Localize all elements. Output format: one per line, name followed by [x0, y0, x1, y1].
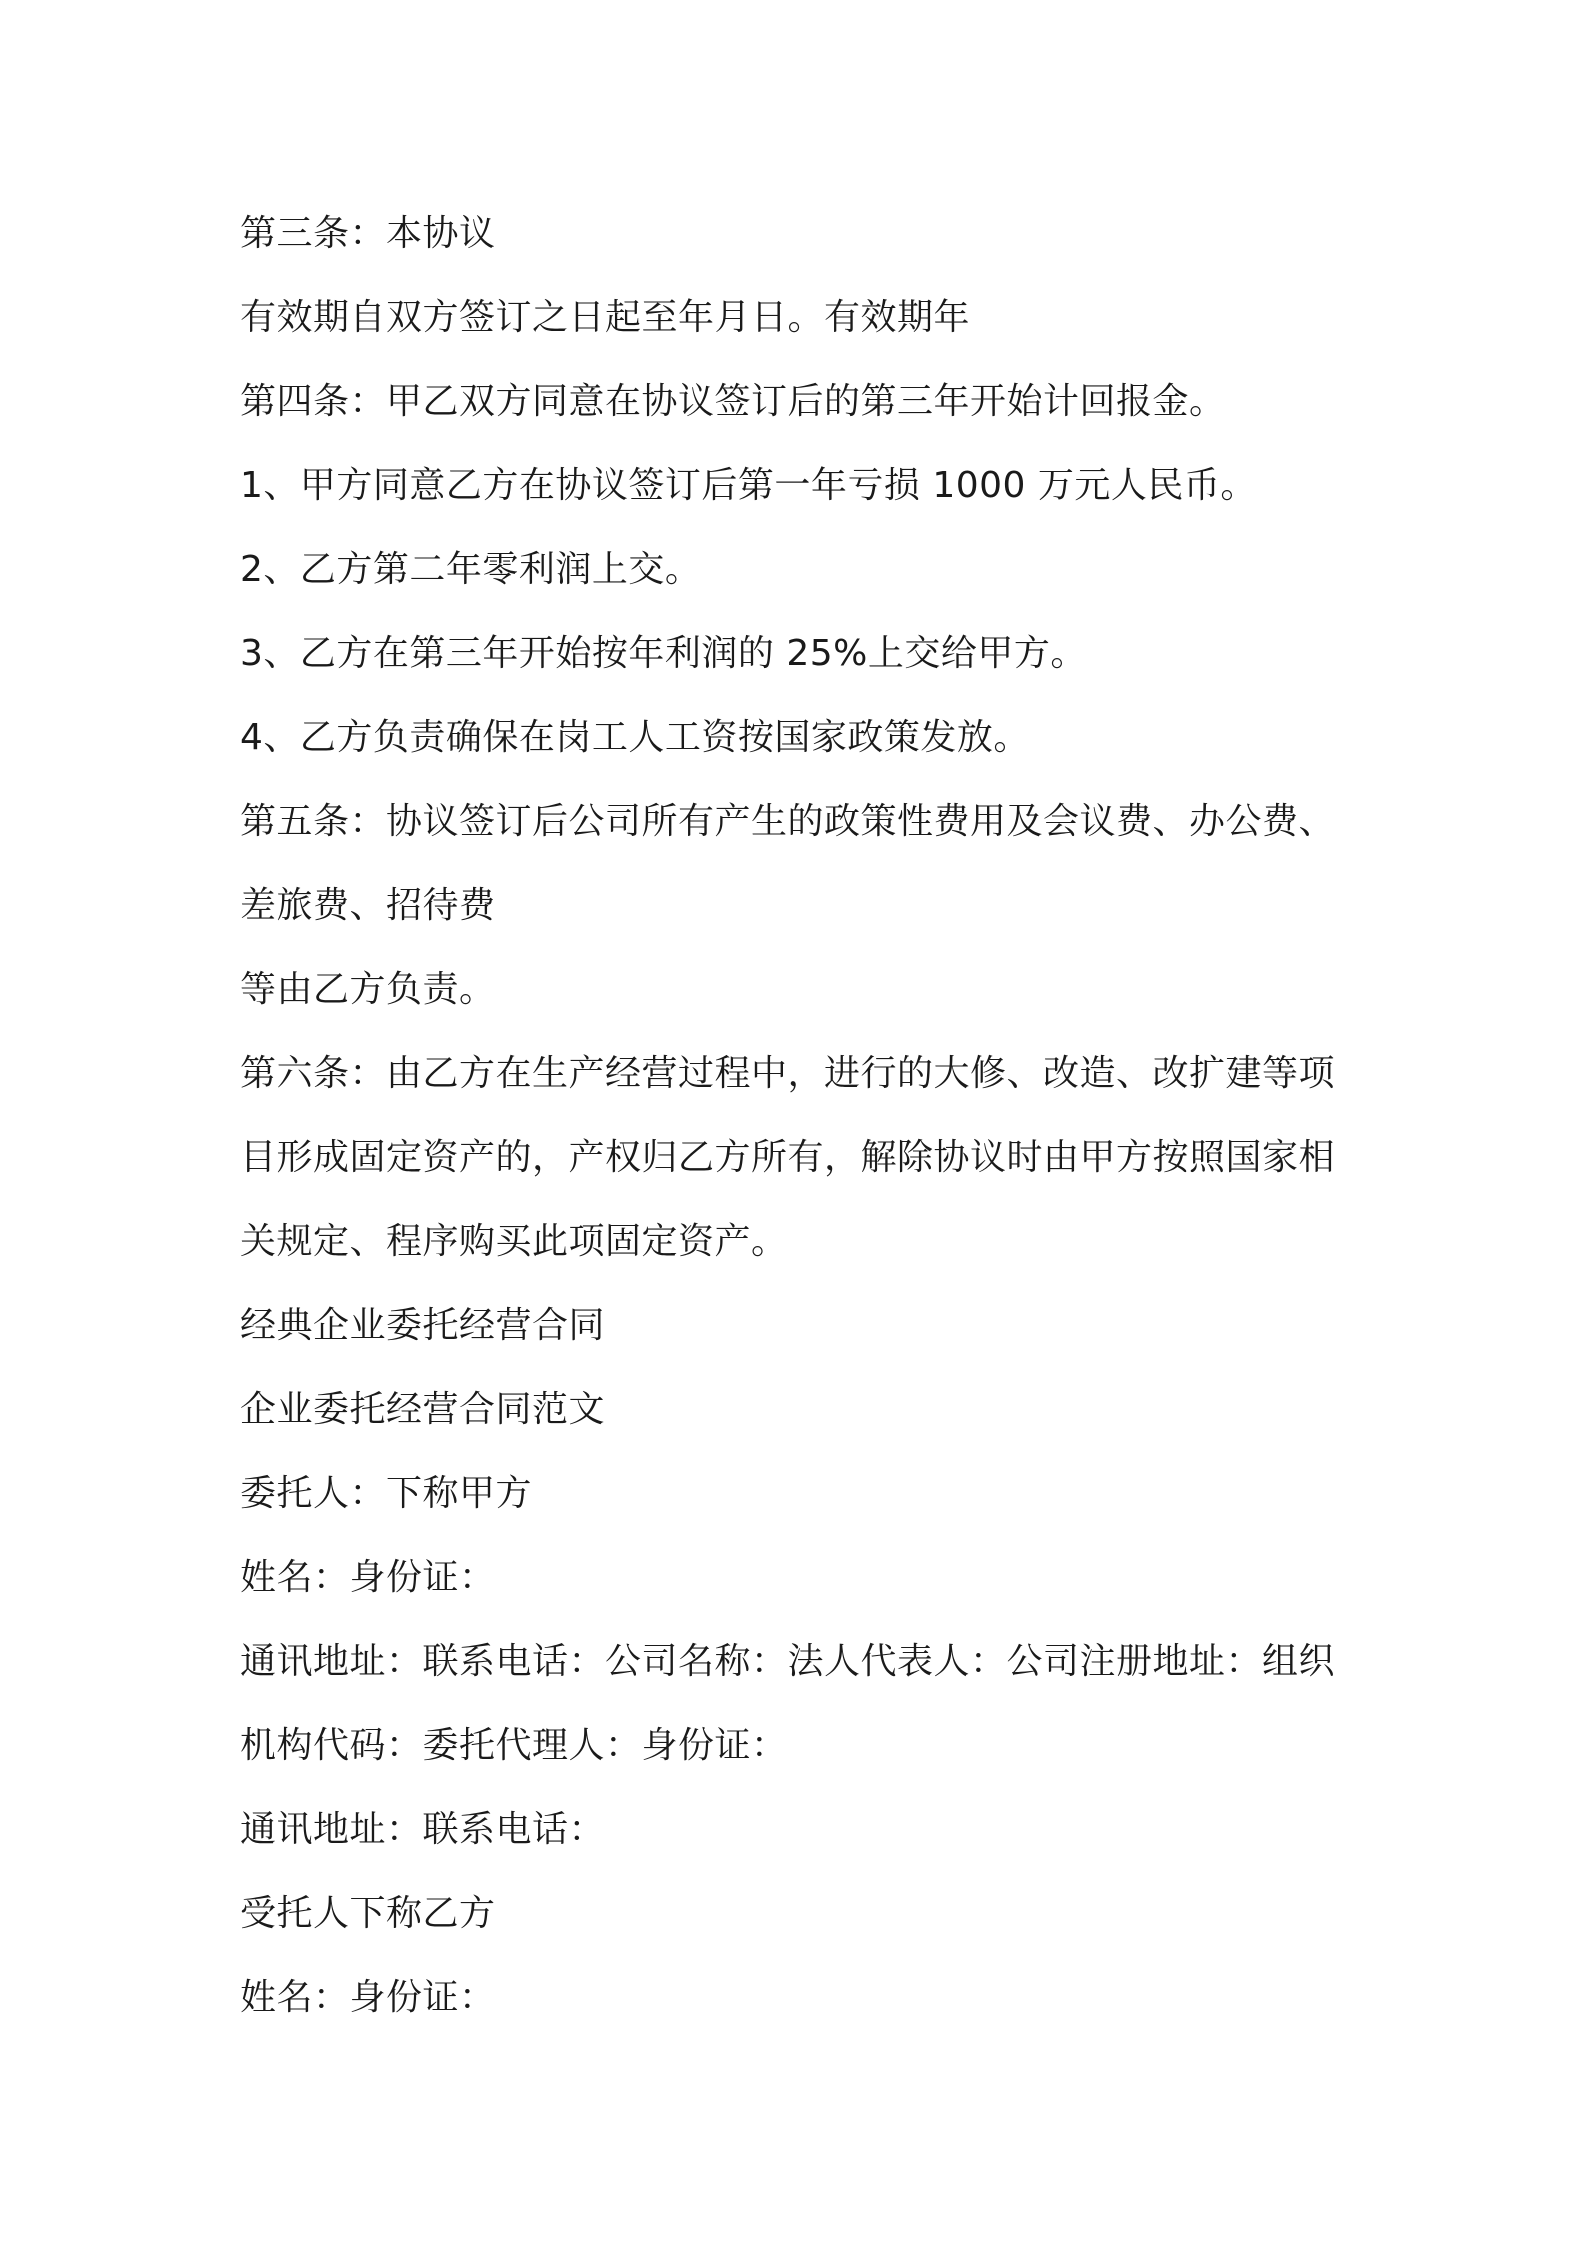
document-body: [240, 192, 1360, 2040]
text-line: 机构代码：委托代理人：身份证：: [240, 1725, 788, 1766]
text-line: 经典企业委托经营合同: [240, 1305, 606, 1346]
text-line: 第四条：甲乙双方同意在协议签订后的第三年开始计回报金。: [240, 381, 1226, 422]
text-line: 第六条：由乙方在生产经营过程中，进行的大修、改造、改扩建等项: [240, 1053, 1336, 1094]
text-line: 通讯地址：联系电话：公司名称：法人代表人：公司注册地址：组织: [240, 1641, 1336, 1682]
text-line: 第三条：本协议: [240, 213, 496, 254]
text-line: 企业委托经营合同范文: [240, 1389, 606, 1430]
text-line: 第五条：协议签订后公司所有产生的政策性费用及会议费、办公费、: [240, 801, 1336, 842]
text-line: 2、乙方第二年零利润上交。: [240, 549, 702, 590]
text-line: 4、乙方负责确保在岗工人工资按国家政策发放。: [240, 717, 1030, 758]
text-line: 等由乙方负责。: [240, 969, 496, 1010]
text-line: 姓名：身份证：: [240, 1557, 496, 1598]
text-line: 差旅费、招待费: [240, 885, 496, 926]
text-line: 目形成固定资产的，产权归乙方所有，解除协议时由甲方按照国家相: [240, 1137, 1336, 1178]
text-line: 1、甲方同意乙方在协议签订后第一年亏损 1000 万元人民币。: [240, 465, 1257, 506]
text-line: 3、乙方在第三年开始按年利润的 25%上交给甲方。: [240, 633, 1087, 674]
text-line: 委托人：下称甲方: [240, 1473, 533, 1514]
text-line: 姓名：身份证：: [240, 1977, 496, 2018]
text-line: 有效期自双方签订之日起至年月日。有效期年: [240, 297, 971, 338]
text-line: 关规定、程序购买此项固定资产。: [240, 1221, 788, 1262]
text-line: 通讯地址：联系电话：: [240, 1809, 606, 1850]
text-line: 受托人下称乙方: [240, 1893, 496, 1934]
